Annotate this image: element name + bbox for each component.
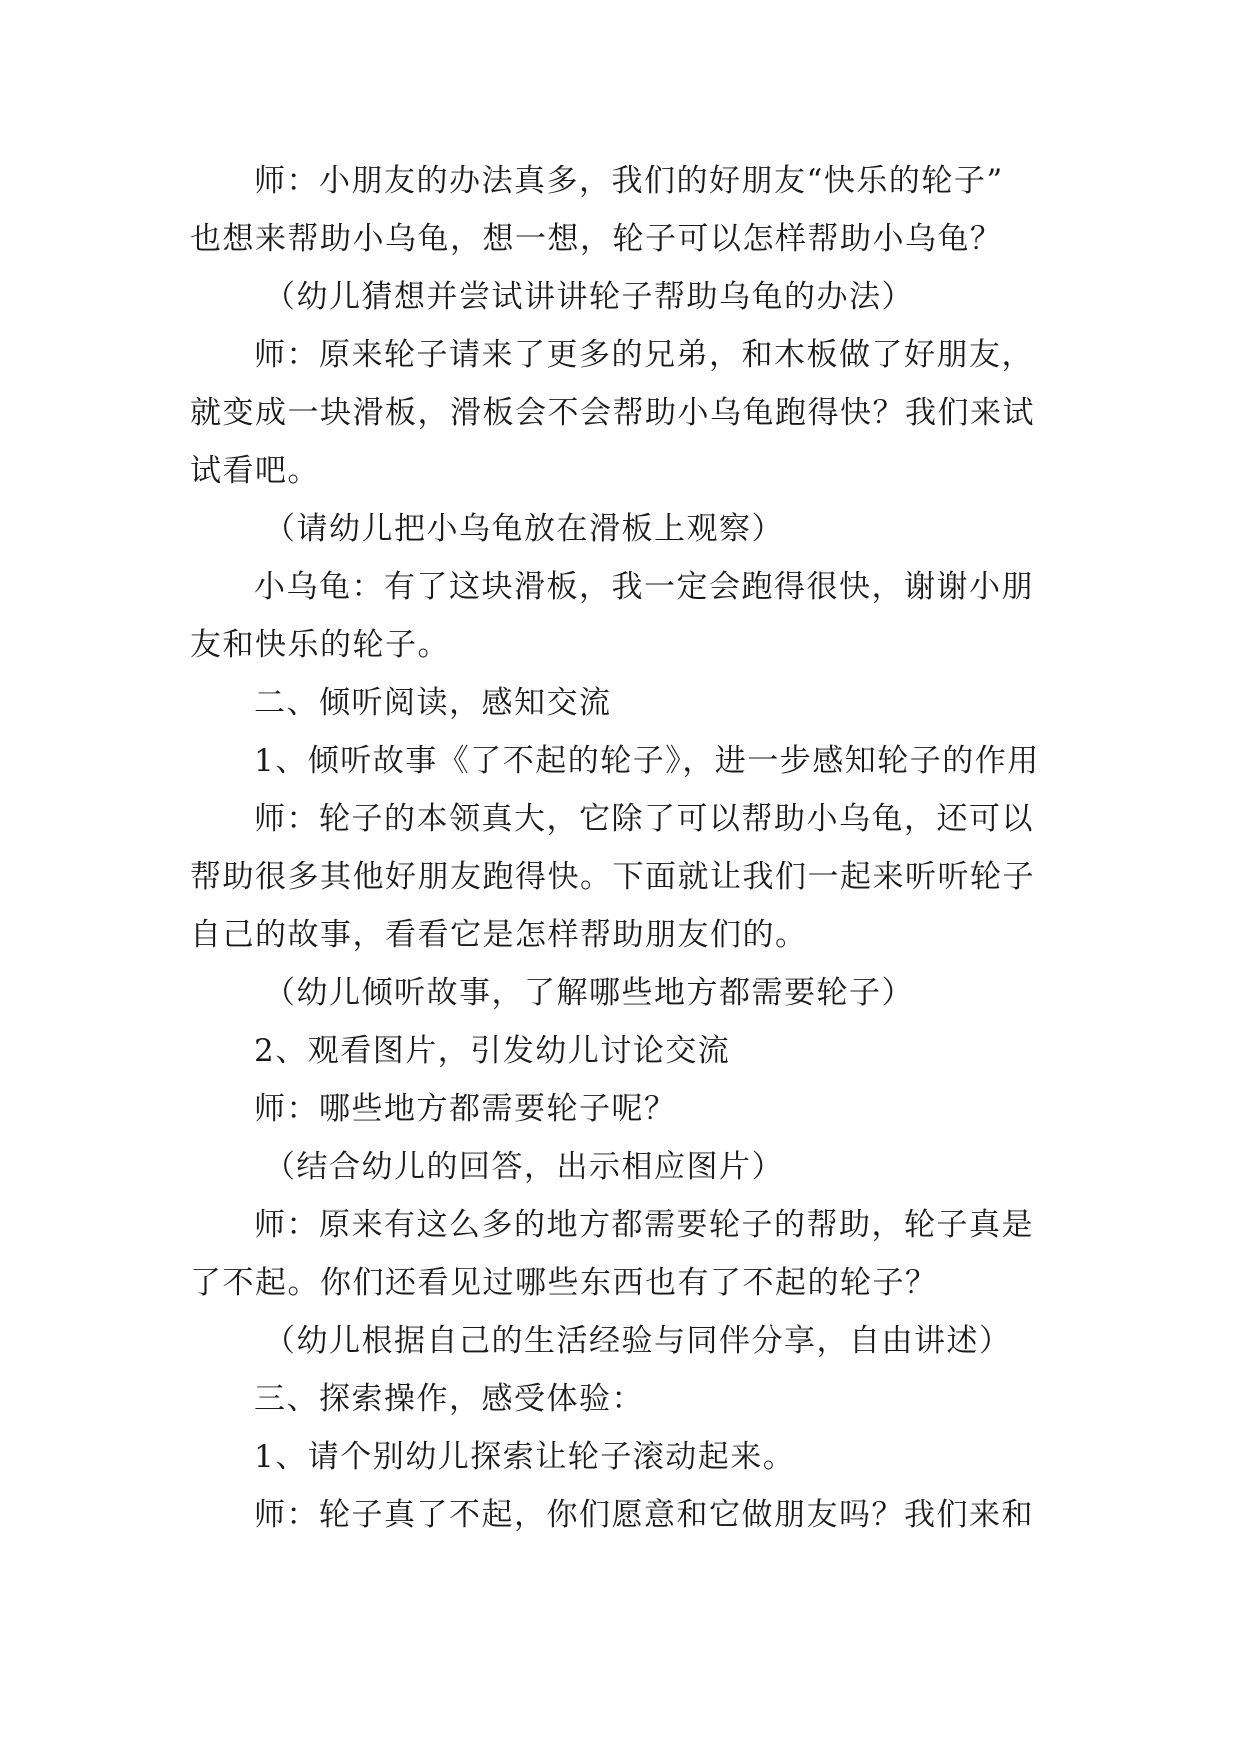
subsection-heading: 2、观看图片，引发幼儿讨论交流 bbox=[254, 1033, 731, 1069]
text-line: 试看吧。 bbox=[190, 453, 320, 489]
text-line: （请幼儿把小乌龟放在滑板上观察） bbox=[264, 511, 784, 547]
text-line: 帮助很多其他好朋友跑得快。下面就让我们一起来听听轮子 bbox=[190, 859, 1035, 895]
text-line: （幼儿猜想并尝试讲讲轮子帮助乌龟的办法） bbox=[264, 279, 914, 315]
text-line: 友和快乐的轮子。 bbox=[190, 627, 450, 663]
text-line: 小乌龟：有了这块滑板，我一定会跑得很快，谢谢小朋 bbox=[254, 569, 1034, 605]
subsection-heading: 1、倾听故事《了不起的轮子》，进一步感知轮子的作用 bbox=[254, 743, 1040, 779]
section-heading: 二、倾听阅读，感知交流 bbox=[254, 685, 612, 721]
text-line: 自己的故事，看看它是怎样帮助朋友们的。 bbox=[190, 917, 808, 953]
subsection-heading: 1、请个别幼儿探索让轮子滚动起来。 bbox=[254, 1439, 796, 1475]
text-line: （结合幼儿的回答，出示相应图片） bbox=[264, 1149, 784, 1185]
text-line: 也想来帮助小乌龟，想一想，轮子可以怎样帮助小乌龟？ bbox=[190, 221, 1003, 257]
document-page bbox=[190, 152, 1060, 1544]
text-line: 师：轮子的本领真大，它除了可以帮助小乌龟，还可以 bbox=[254, 801, 1034, 837]
text-line: 师：小朋友的办法真多，我们的好朋友“快乐的轮子” bbox=[254, 163, 1004, 199]
text-line: 师：轮子真了不起，你们愿意和它做朋友吗？我们来和 bbox=[254, 1497, 1034, 1533]
text-line: 师：哪些地方都需要轮子呢？ bbox=[254, 1091, 677, 1127]
text-line: （幼儿倾听故事，了解哪些地方都需要轮子） bbox=[264, 975, 914, 1011]
text-line: 师：原来有这么多的地方都需要轮子的帮助，轮子真是 bbox=[254, 1207, 1034, 1243]
text-line: 了不起。你们还看见过哪些东西也有了不起的轮子？ bbox=[190, 1265, 938, 1301]
text-line: （幼儿根据自己的生活经验与同伴分享，自由讲述） bbox=[264, 1323, 1012, 1359]
text-line: 师：原来轮子请来了更多的兄弟，和木板做了好朋友， bbox=[254, 337, 1034, 373]
section-heading: 三、探索操作，感受体验： bbox=[254, 1381, 644, 1417]
text-line: 就变成一块滑板，滑板会不会帮助小乌龟跑得快？我们来试 bbox=[190, 395, 1035, 431]
